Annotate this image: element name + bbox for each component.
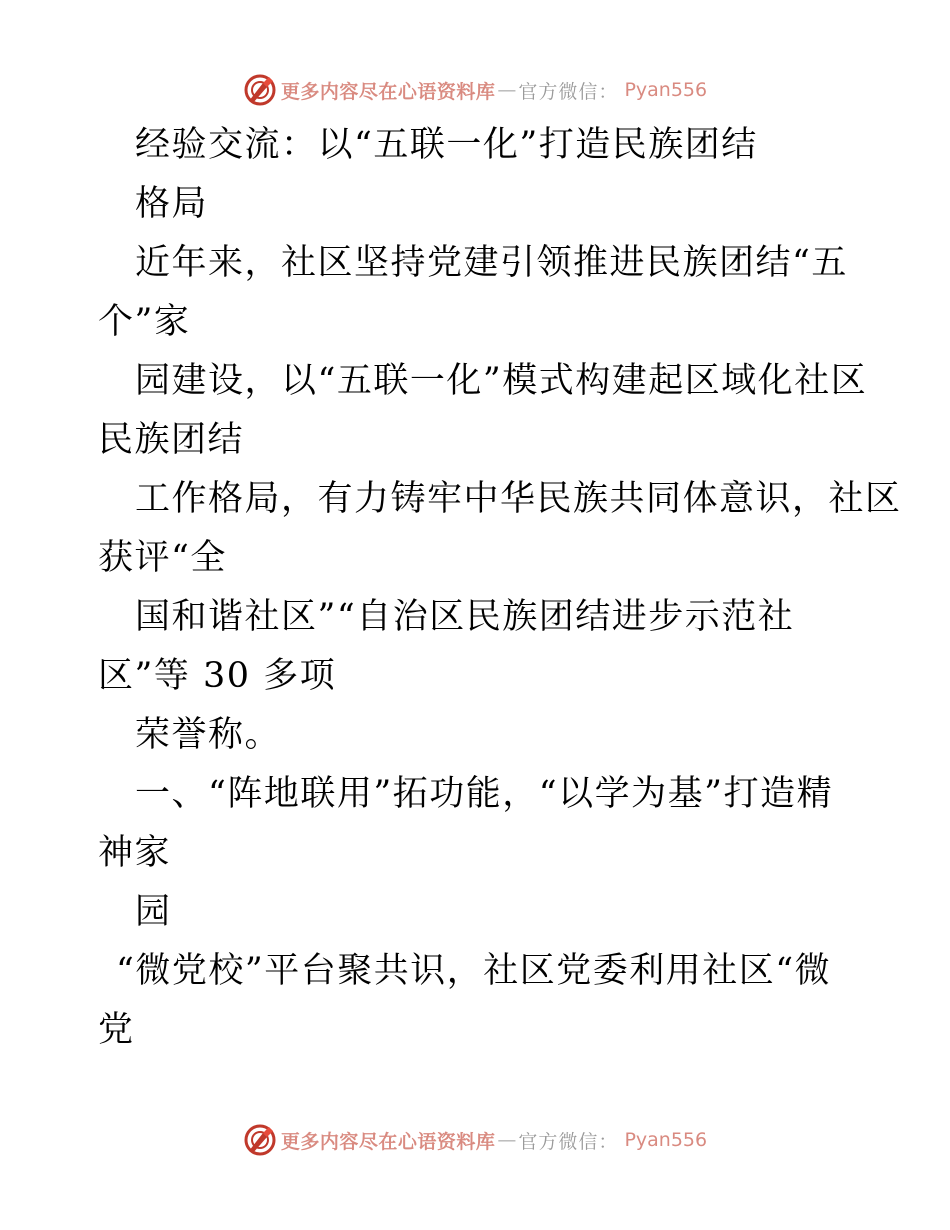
watermark-wechat-label: 官方微信： xyxy=(518,1130,619,1153)
pen-logo-icon xyxy=(243,73,277,107)
body-line: 经验交流：以“五联一化”打造民族团结 xyxy=(135,125,758,165)
document-body xyxy=(98,116,902,1060)
body-line: 园建设，以“五联一化”模式构建起区域化社区 xyxy=(135,361,868,401)
watermark-dash: — xyxy=(497,79,517,101)
watermark-wechat-label: 官方微信： xyxy=(518,80,619,103)
body-line: 区”等 30 多项 xyxy=(98,656,337,696)
watermark-brand-text: 更多内容尽在心语资料库 xyxy=(280,1130,496,1153)
header-watermark xyxy=(0,70,950,110)
body-line: 党 xyxy=(98,1010,135,1050)
watermark-wechat-id: Pyan556 xyxy=(624,1129,708,1151)
body-line: 荣誉称。 xyxy=(135,715,282,755)
body-line: 一、“阵地联用”拓功能，“以学为基”打造精 xyxy=(135,774,834,814)
body-line: 获评“全 xyxy=(98,538,227,578)
body-line: 格局 xyxy=(135,184,209,224)
footer-watermark xyxy=(0,1120,950,1160)
watermark-brand-text: 更多内容尽在心语资料库 xyxy=(280,80,496,103)
body-line: 民族团结 xyxy=(98,420,245,460)
body-line: “微党校”平台聚共识，社区党委利用社区“微 xyxy=(116,951,832,991)
body-line: 个”家 xyxy=(98,302,191,342)
watermark-wechat-id: Pyan556 xyxy=(624,79,708,101)
body-line: 工作格局，有力铸牢中华民族共同体意识，社区 xyxy=(135,479,902,519)
watermark-dash: — xyxy=(497,1129,517,1151)
body-line: 近年来，社区坚持党建引领推进民族团结“五 xyxy=(135,243,848,283)
body-line: 国和谐社区”“自治区民族团结进步示范社 xyxy=(135,597,795,637)
body-line: 神家 xyxy=(98,833,172,873)
pen-logo-icon xyxy=(243,1123,277,1157)
body-line: 园 xyxy=(135,892,172,932)
